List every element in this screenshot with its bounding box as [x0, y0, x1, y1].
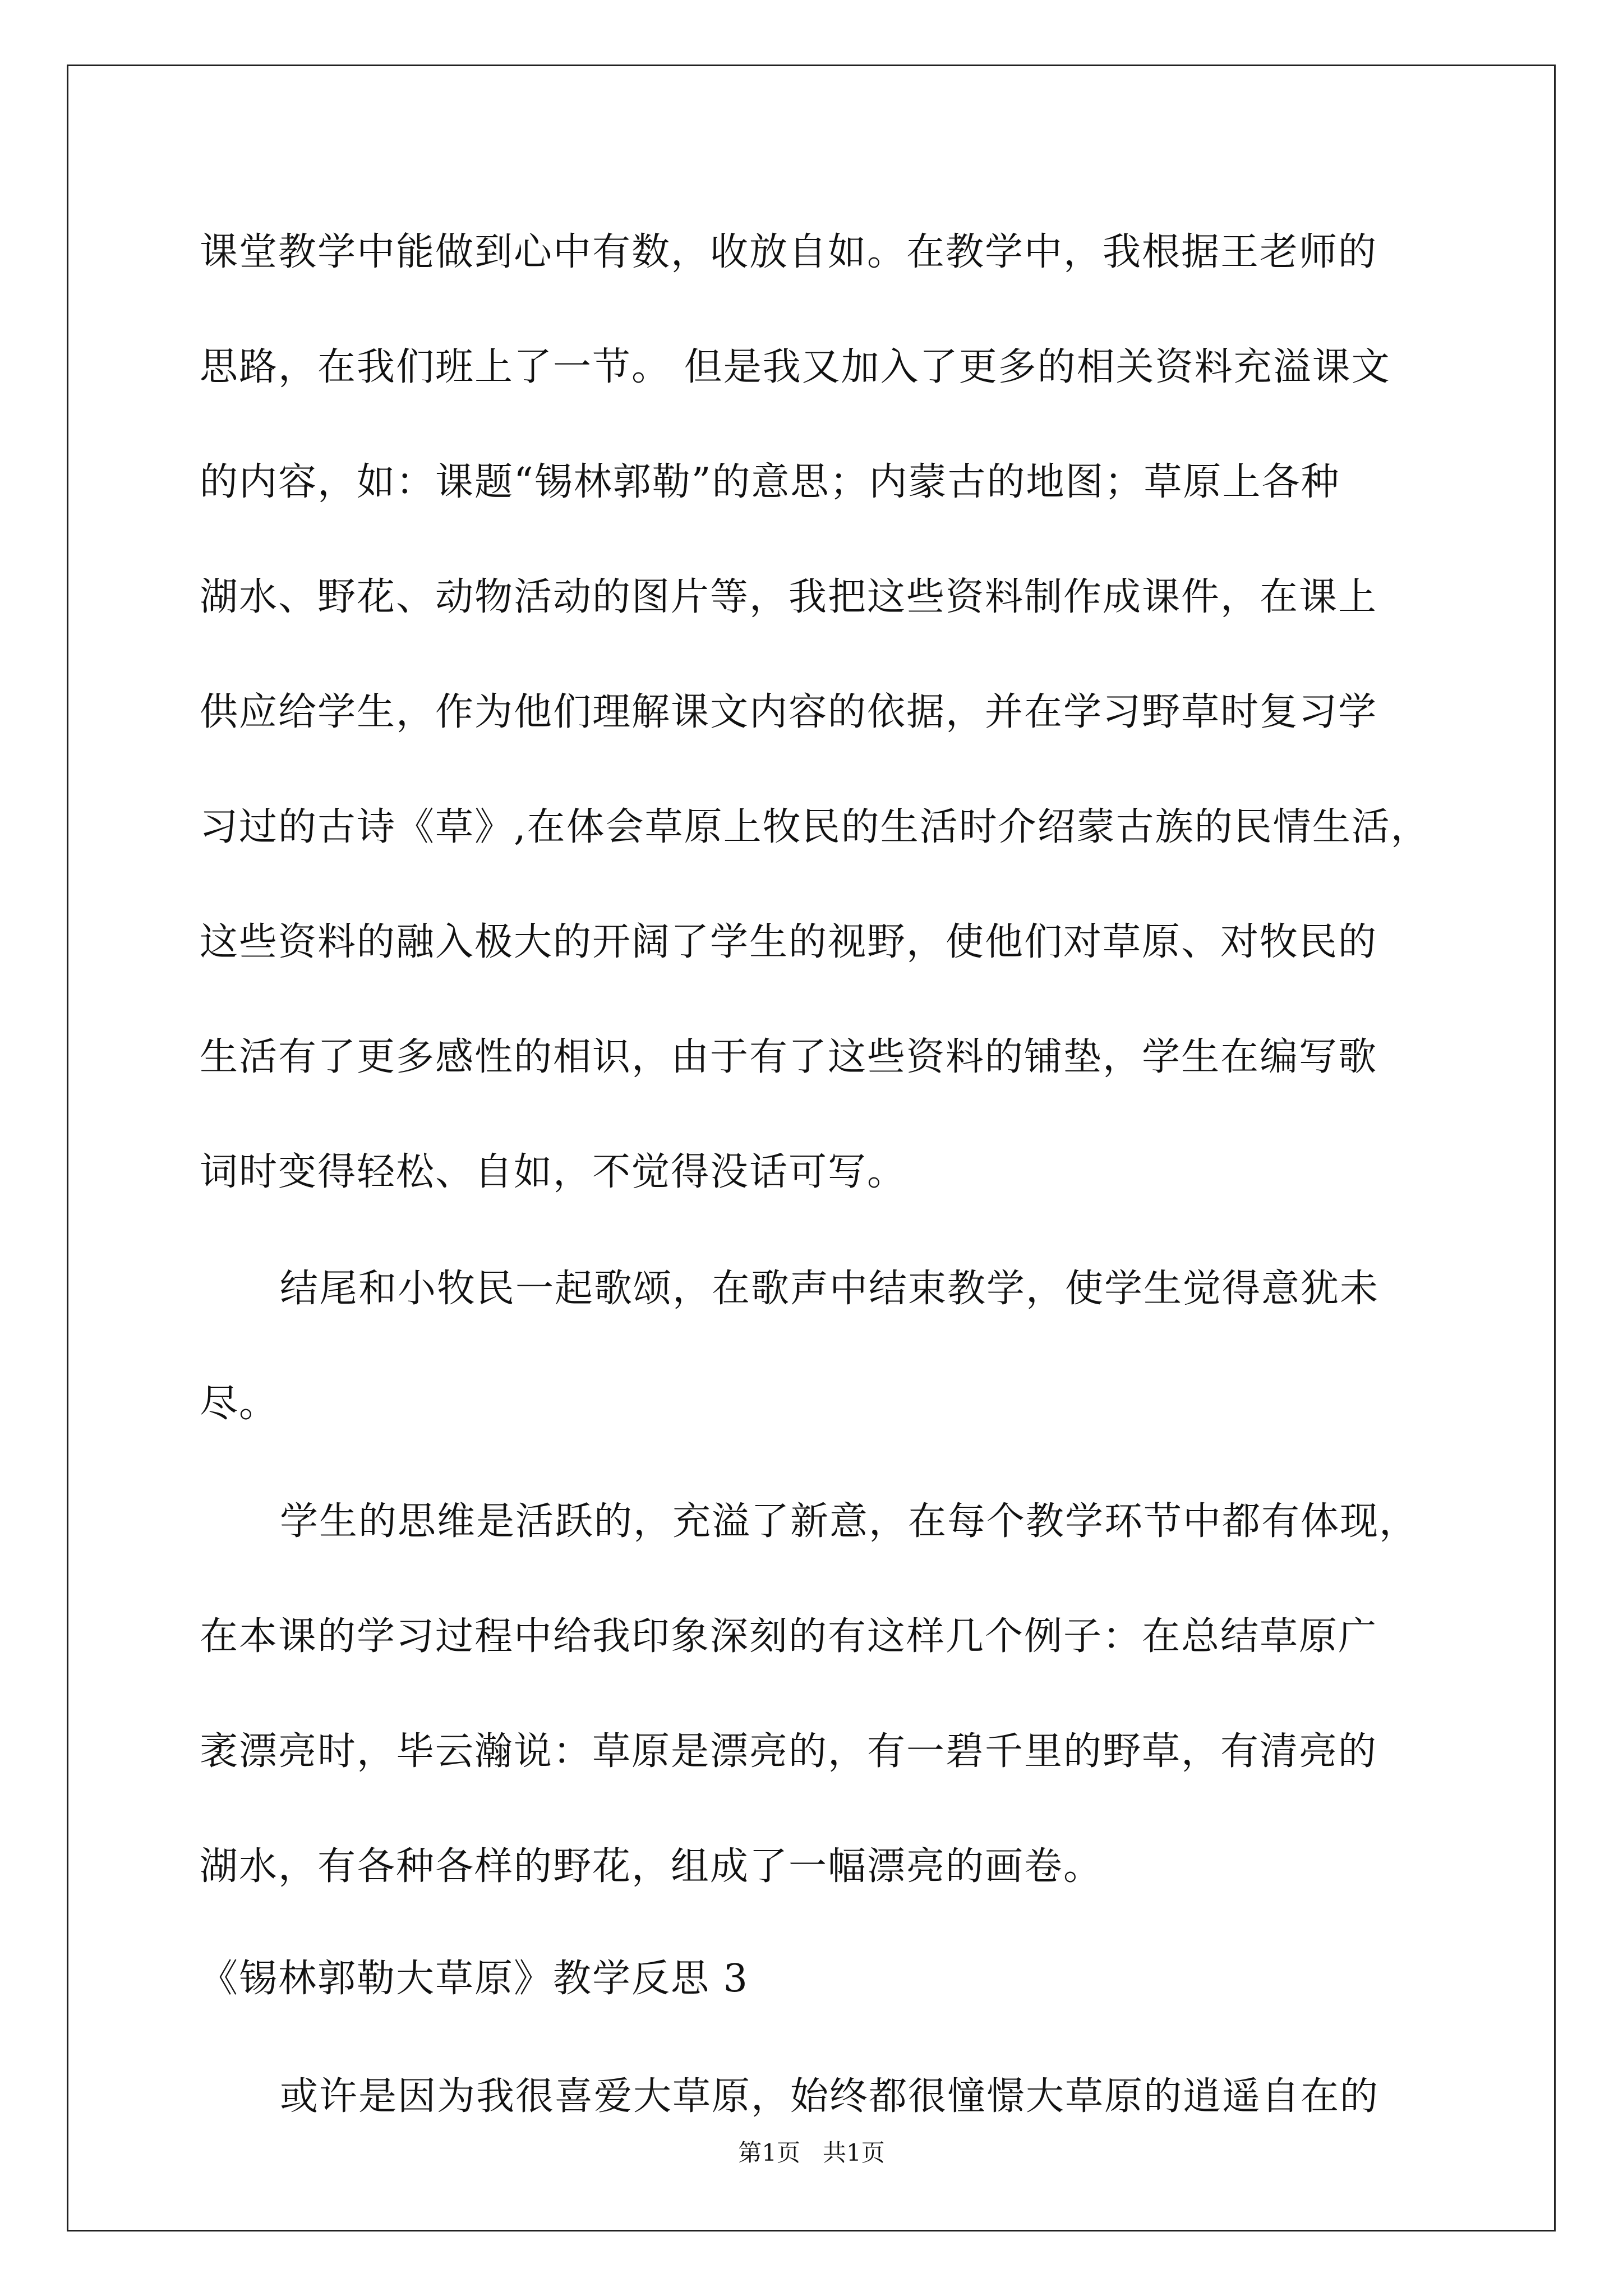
- text-line: 在本课的学习过程中给我印象深刻的有这样几个例子：在总结草原广: [200, 1614, 1378, 1659]
- paragraph-start-line: 学生的思维是活跃的，充溢了新意，在每个教学环节中都有体现，: [280, 1499, 1419, 1544]
- text-line: 思路，在我们班上了一节。 但是我又加入了更多的相关资料充溢课文: [200, 345, 1391, 389]
- paragraph-start-line: 或许是因为我很喜爱大草原，始终都很憧憬大草原的逍遥自在的: [280, 2074, 1380, 2119]
- text-line: 课堂教学中能做到心中有数，收放自如。在教学中，我根据王老师的: [200, 230, 1378, 274]
- text-line: 的内容，如：课题“锡林郭勒”的意思；内蒙古的地图；草原上各种: [200, 460, 1340, 504]
- section-heading: 《锡林郭勒大草原》教学反思 3: [200, 1957, 749, 2001]
- text-line: 袤漂亮时，毕云瀚说：草原是漂亮的，有一碧千里的野草，有清亮的: [200, 1729, 1378, 1774]
- text-line: 尽。: [200, 1382, 279, 1426]
- text-line: 习过的古诗《草》,在体会草原上牧民的生活时介绍蒙古族的民情生活，: [200, 805, 1430, 849]
- paragraph-start-line: 结尾和小牧民一起歌颂，在歌声中结束教学，使学生觉得意犹未: [280, 1267, 1380, 1311]
- text-line: 湖水，有各种各样的野花，组成了一幅漂亮的画卷。: [200, 1844, 1103, 1889]
- text-line: 生活有了更多感性的相识，由于有了这些资料的铺垫，学生在编写歌: [200, 1035, 1378, 1079]
- page-footer: 第1页 共1页: [738, 2139, 885, 2166]
- text-line: 这些资料的融入极大的开阔了学生的视野，使他们对草原、对牧民的: [200, 920, 1378, 964]
- text-line: 词时变得轻松、自如，不觉得没话可写。: [200, 1150, 907, 1194]
- text-line: 湖水、野花、动物活动的图片等，我把这些资料制作成课件，在课上: [200, 575, 1378, 619]
- text-line: 供应给学生，作为他们理解课文内容的依据，并在学习野草时复习学: [200, 690, 1378, 734]
